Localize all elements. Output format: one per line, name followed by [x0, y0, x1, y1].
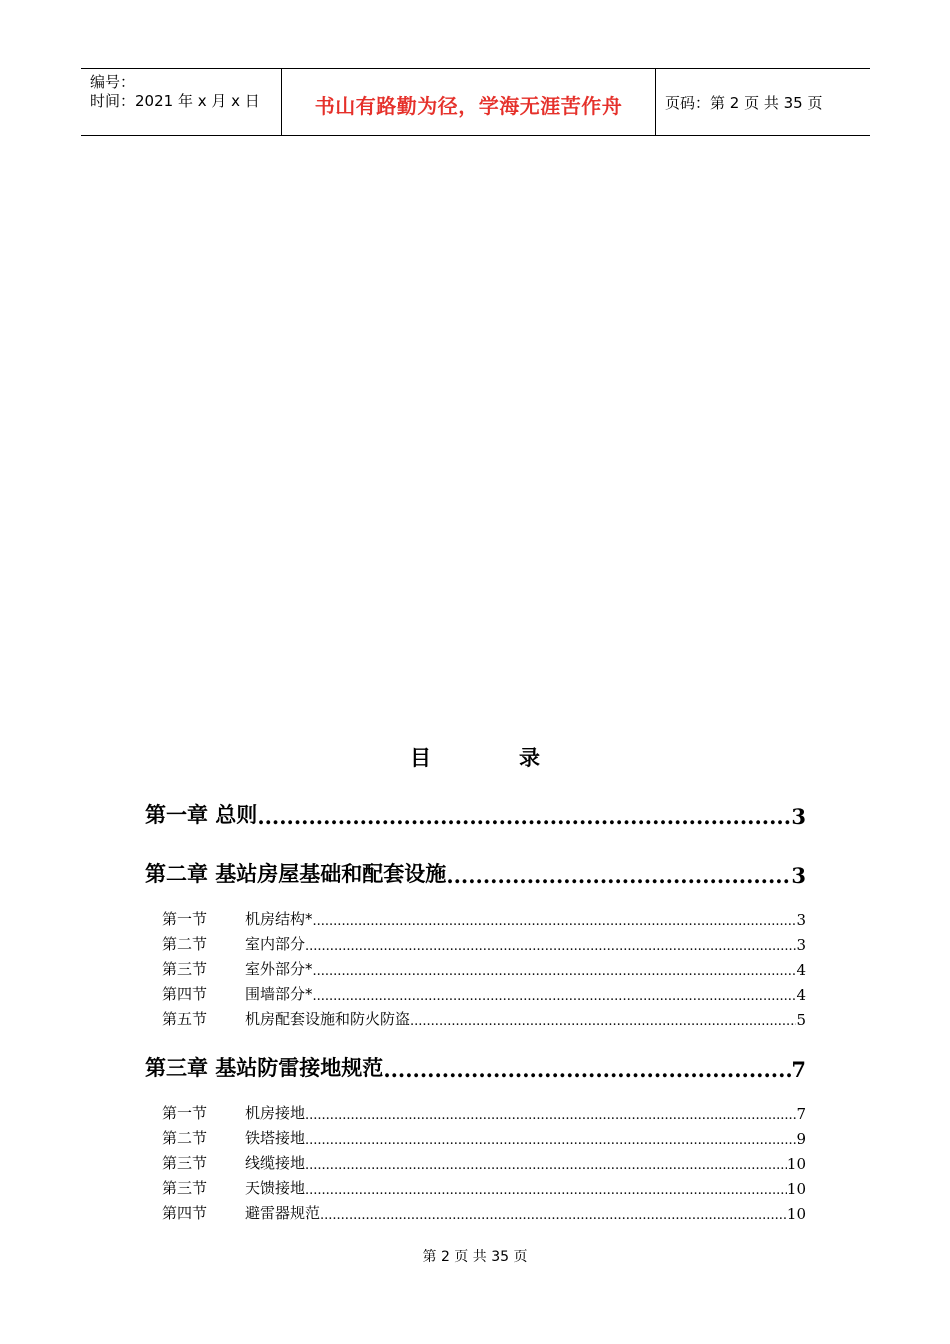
toc-chapter-page: 3: [791, 804, 806, 829]
toc-section-3-3[interactable]: [162, 1153, 806, 1173]
toc-title: [0, 742, 950, 772]
toc-section-number: 第二节: [162, 935, 208, 953]
header-page-cell: [656, 69, 870, 135]
toc-section-number: 第五节: [162, 1010, 208, 1028]
toc-leader-dots: [313, 964, 797, 979]
toc-section-number: 第一节: [162, 1104, 208, 1122]
toc-section-2-3[interactable]: [162, 959, 806, 979]
toc-leader-dots: [313, 914, 797, 929]
toc-title-left: 目: [410, 746, 431, 770]
toc-leader-dots: [305, 939, 796, 954]
toc-section-3-2[interactable]: [162, 1128, 806, 1148]
toc-section-title: 铁塔接地: [245, 1129, 306, 1147]
toc-section-page: 4: [796, 986, 806, 1004]
toc-chapter-1[interactable]: [145, 799, 806, 829]
toc-section-number: 第二节: [162, 1129, 208, 1147]
toc-title-right: 录: [519, 746, 540, 770]
toc-section-title: 机房配套设施和防火防盗: [245, 1010, 411, 1028]
toc-section-title: 避雷器规范: [245, 1204, 321, 1222]
page-header: [81, 68, 870, 136]
toc-section-2-4[interactable]: [162, 984, 806, 1004]
toc-section-page: 10: [786, 1205, 806, 1223]
toc-section-title: 机房结构*: [245, 910, 313, 928]
document-time-label: 时间：2021 年 x 月 x 日: [90, 92, 260, 110]
toc-leader-dots: [305, 1108, 796, 1123]
toc-section-2-2[interactable]: [162, 934, 806, 954]
toc-section-title: 室外部分*: [245, 960, 313, 978]
toc-section-page: 7: [796, 1105, 806, 1123]
toc-section-2-1[interactable]: [162, 909, 806, 929]
toc-chapter-label: 第三章 基站防雷接地规范: [145, 1056, 384, 1080]
toc-section-number: 第三节: [162, 960, 208, 978]
page-footer: 第 2 页 共 35 页: [422, 1249, 528, 1265]
toc-section-number: 第三节: [162, 1154, 208, 1172]
toc-section-page: 3: [796, 911, 806, 929]
header-meta-cell: [81, 69, 282, 135]
toc-leader-dots: [305, 1133, 796, 1148]
toc-leader-dots: [305, 1183, 787, 1198]
toc-leader-dots: [410, 1014, 796, 1029]
toc-leader-dots: [305, 1158, 787, 1173]
toc-section-title: 围墙部分*: [245, 985, 313, 1003]
toc-section-3-1[interactable]: [162, 1103, 806, 1123]
header-motto-cell: [282, 69, 656, 135]
toc-chapter-label: 第二章 基站房屋基础和配套设施: [145, 862, 447, 886]
toc-section-page: 3: [796, 936, 806, 954]
toc-leader-dots: [446, 863, 791, 888]
toc-section-page: 10: [786, 1180, 806, 1198]
toc-chapter-page: 3: [791, 863, 806, 888]
header-motto: 书山有路勤为径，学海无涯苦作舟: [314, 93, 623, 118]
toc-section-number: 第三节: [162, 1179, 208, 1197]
toc-chapter-3[interactable]: [145, 1052, 806, 1082]
toc-section-2-5[interactable]: [162, 1009, 806, 1029]
toc-leader-dots: [320, 1208, 787, 1223]
toc-section-3-5[interactable]: [162, 1203, 806, 1223]
toc-section-number: 第一节: [162, 910, 208, 928]
toc-section-title: 室内部分: [245, 935, 306, 953]
toc-section-title: 线缆接地: [245, 1154, 306, 1172]
toc-leader-dots: [257, 804, 791, 829]
toc-section-number: 第四节: [162, 985, 208, 1003]
toc-section-page: 10: [786, 1155, 806, 1173]
toc-section-page: 5: [796, 1011, 806, 1029]
header-page-info: 页码：第 2 页 共 35 页: [665, 93, 823, 112]
toc-chapter-page: 7: [791, 1057, 806, 1082]
toc-section-3-4[interactable]: [162, 1178, 806, 1198]
document-number-label: 编号：: [90, 73, 136, 91]
toc-leader-dots: [383, 1057, 791, 1082]
toc-chapter-label: 第一章 总则: [145, 803, 258, 827]
toc-section-number: 第四节: [162, 1204, 208, 1222]
toc-section-page: 9: [796, 1130, 806, 1148]
toc-section-title: 天馈接地: [245, 1179, 306, 1197]
toc-section-title: 机房接地: [245, 1104, 306, 1122]
toc-leader-dots: [313, 989, 797, 1004]
toc-section-page: 4: [796, 961, 806, 979]
toc-chapter-2[interactable]: [145, 858, 806, 888]
